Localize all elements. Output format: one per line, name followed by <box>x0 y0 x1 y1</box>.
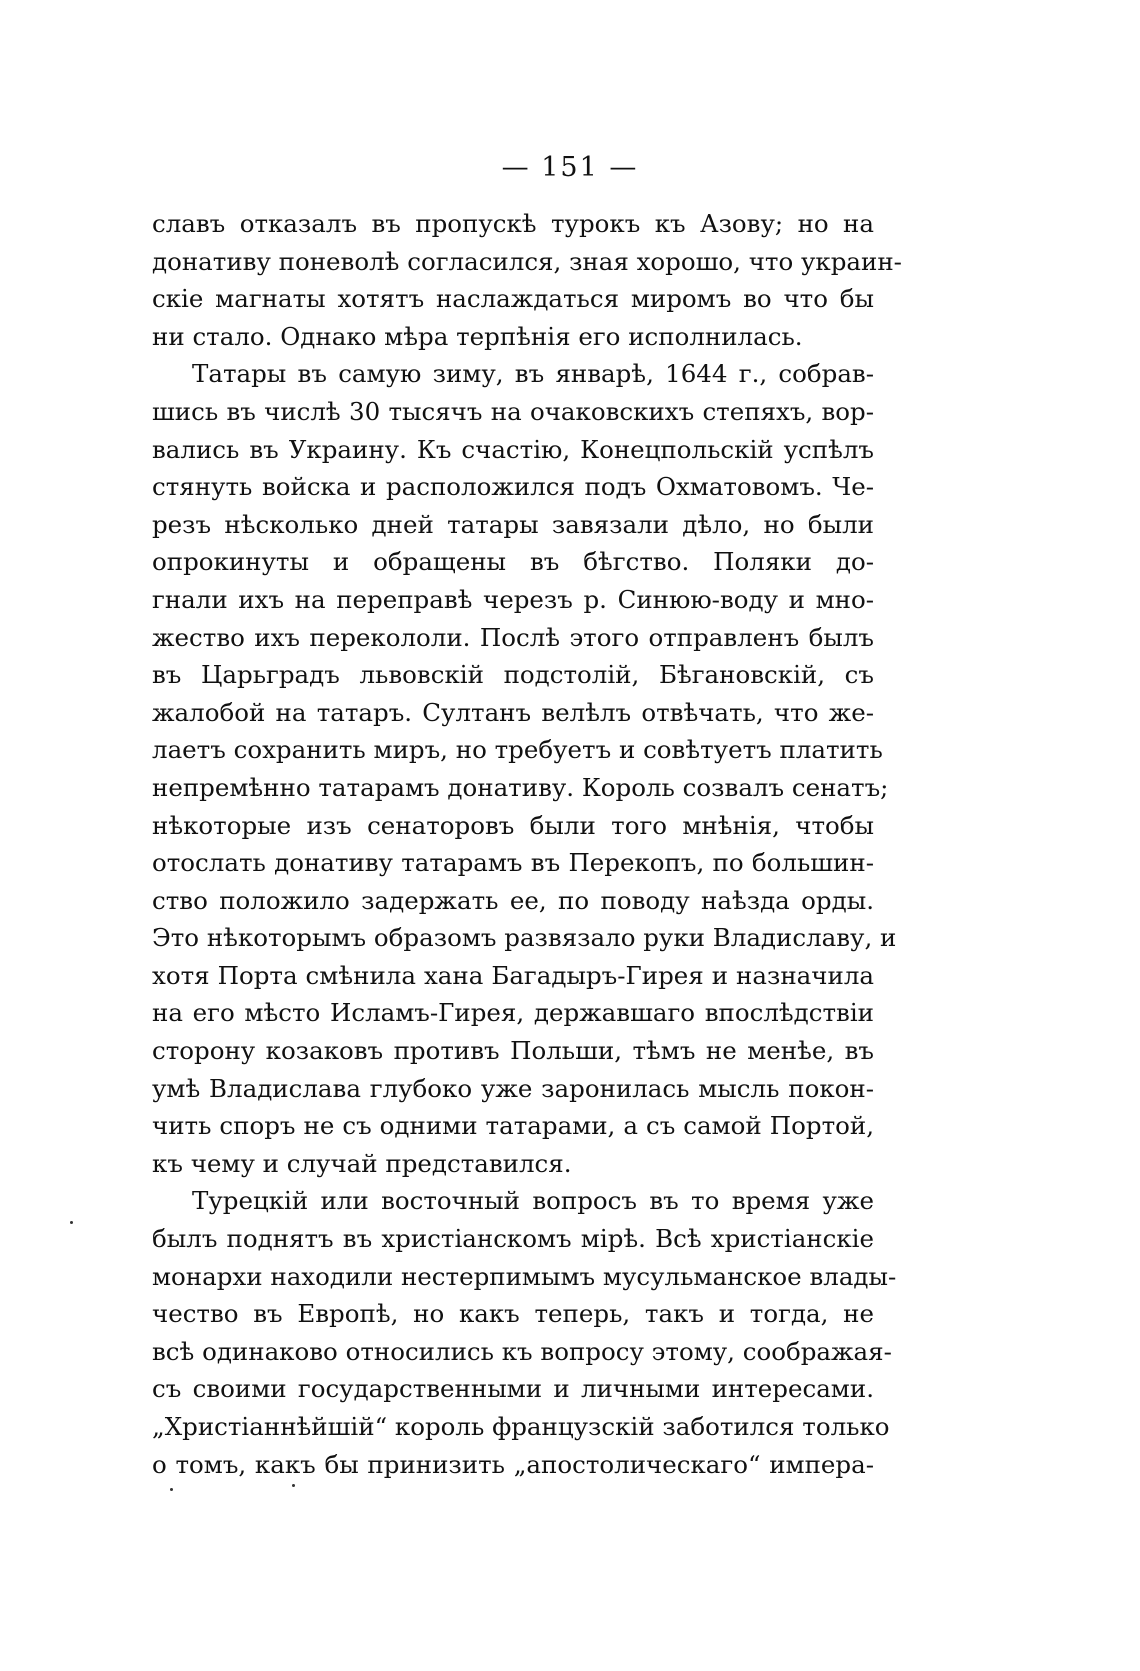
paragraph <box>152 205 902 355</box>
text-line: къ чему и случай представился. <box>152 1148 572 1178</box>
text-line: жалобой на татаръ. Султанъ велѣлъ отвѣчать, что же- <box>152 697 874 727</box>
text-line: Татары въ самую зиму, въ январѣ, 1644 г., собрав- <box>192 359 874 389</box>
text-line: всѣ одинаково относились къ вопросу этому, соображая- <box>152 1336 892 1366</box>
text-line: былъ поднятъ въ христіанскомъ мірѣ. Всѣ христіанскіе <box>152 1224 874 1254</box>
text-line: отослать донативу татарамъ въ Перекопъ, по большин- <box>152 848 874 878</box>
text-line: о томъ, какъ бы принизить „апостолическаго“ импера- <box>152 1449 874 1479</box>
text-line: ство положило задержать ее, по поводу наѣзда орды. <box>152 885 874 915</box>
text-line: Турецкій или восточный вопросъ въ то время уже <box>192 1186 874 1216</box>
text-line: умѣ Владислава глубоко уже заронилась мысль покон- <box>152 1073 874 1103</box>
text-line: вались въ Украину. Къ счастію, Конецпольскій успѣлъ <box>152 434 874 464</box>
text-line: ни стало. Однако мѣра терпѣнія его исполнилась. <box>152 321 803 351</box>
text-line: монархи находили нестерпимымъ мусульманское влады- <box>152 1261 897 1291</box>
print-speck <box>70 1221 73 1224</box>
page-number: — 151 — <box>501 152 639 183</box>
text-line: резъ нѣсколько дней татары завязали дѣло, но были <box>152 509 874 539</box>
text-line: опрокинуты и обращены въ бѣгство. Поляки до- <box>152 547 874 577</box>
text-line: хотя Порта смѣнила хана Багадыръ-Гирея и назначила <box>152 960 874 990</box>
text-line: жество ихъ перекололи. Послѣ этого отправленъ былъ <box>152 622 874 652</box>
text-line: гнали ихъ на переправѣ черезъ р. Синюю-воду и мно- <box>152 584 874 614</box>
text-line: славъ отказалъ въ пропускѣ турокъ къ Азову; но на <box>152 209 874 238</box>
text-line: Это нѣкоторымъ образомъ развязало руки Владиславу, и <box>152 923 897 953</box>
text-line: въ Царьградъ львовскій подстолій, Бѣгановскій, съ <box>152 660 874 690</box>
paragraph <box>152 355 897 1182</box>
print-speck <box>292 1484 295 1487</box>
text-line: лаетъ сохранить миръ, но требуетъ и совѣтуетъ платить <box>152 735 883 765</box>
text-line: стянуть войска и расположился подъ Охматовомъ. Че- <box>152 472 874 502</box>
text-line: чество въ Европѣ, но какъ теперь, такъ и тогда, не <box>152 1299 874 1329</box>
text-line: сторону козаковъ противъ Польши, тѣмъ не менѣе, въ <box>152 1036 874 1066</box>
text-line: нѣкоторые изъ сенаторовъ были того мнѣнія, чтобы <box>152 810 874 840</box>
text-line: съ своими государственными и личными интересами. <box>152 1374 874 1404</box>
text-line: скіе магнаты хотятъ наслаждаться миромъ во что бы <box>152 284 874 314</box>
text-line: „Христіаннѣйшій“ король французскій заботился только <box>152 1412 890 1441</box>
body-text <box>152 205 902 1483</box>
text-line: донативу поневолѣ согласился, зная хорошо, что украин- <box>152 246 902 276</box>
paragraph <box>152 1182 897 1483</box>
text-line: шись въ числѣ 30 тысячъ на очаковскихъ степяхъ, вор- <box>152 396 874 426</box>
text-line: непремѣнно татарамъ донативу. Король созвалъ сенатъ; <box>152 772 889 802</box>
print-speck <box>170 1488 173 1491</box>
text-line: на его мѣсто Исламъ-Гирея, державшаго впослѣдствіи <box>152 998 874 1028</box>
text-line: чить споръ не съ одними татарами, а съ самой Портой, <box>152 1111 874 1141</box>
